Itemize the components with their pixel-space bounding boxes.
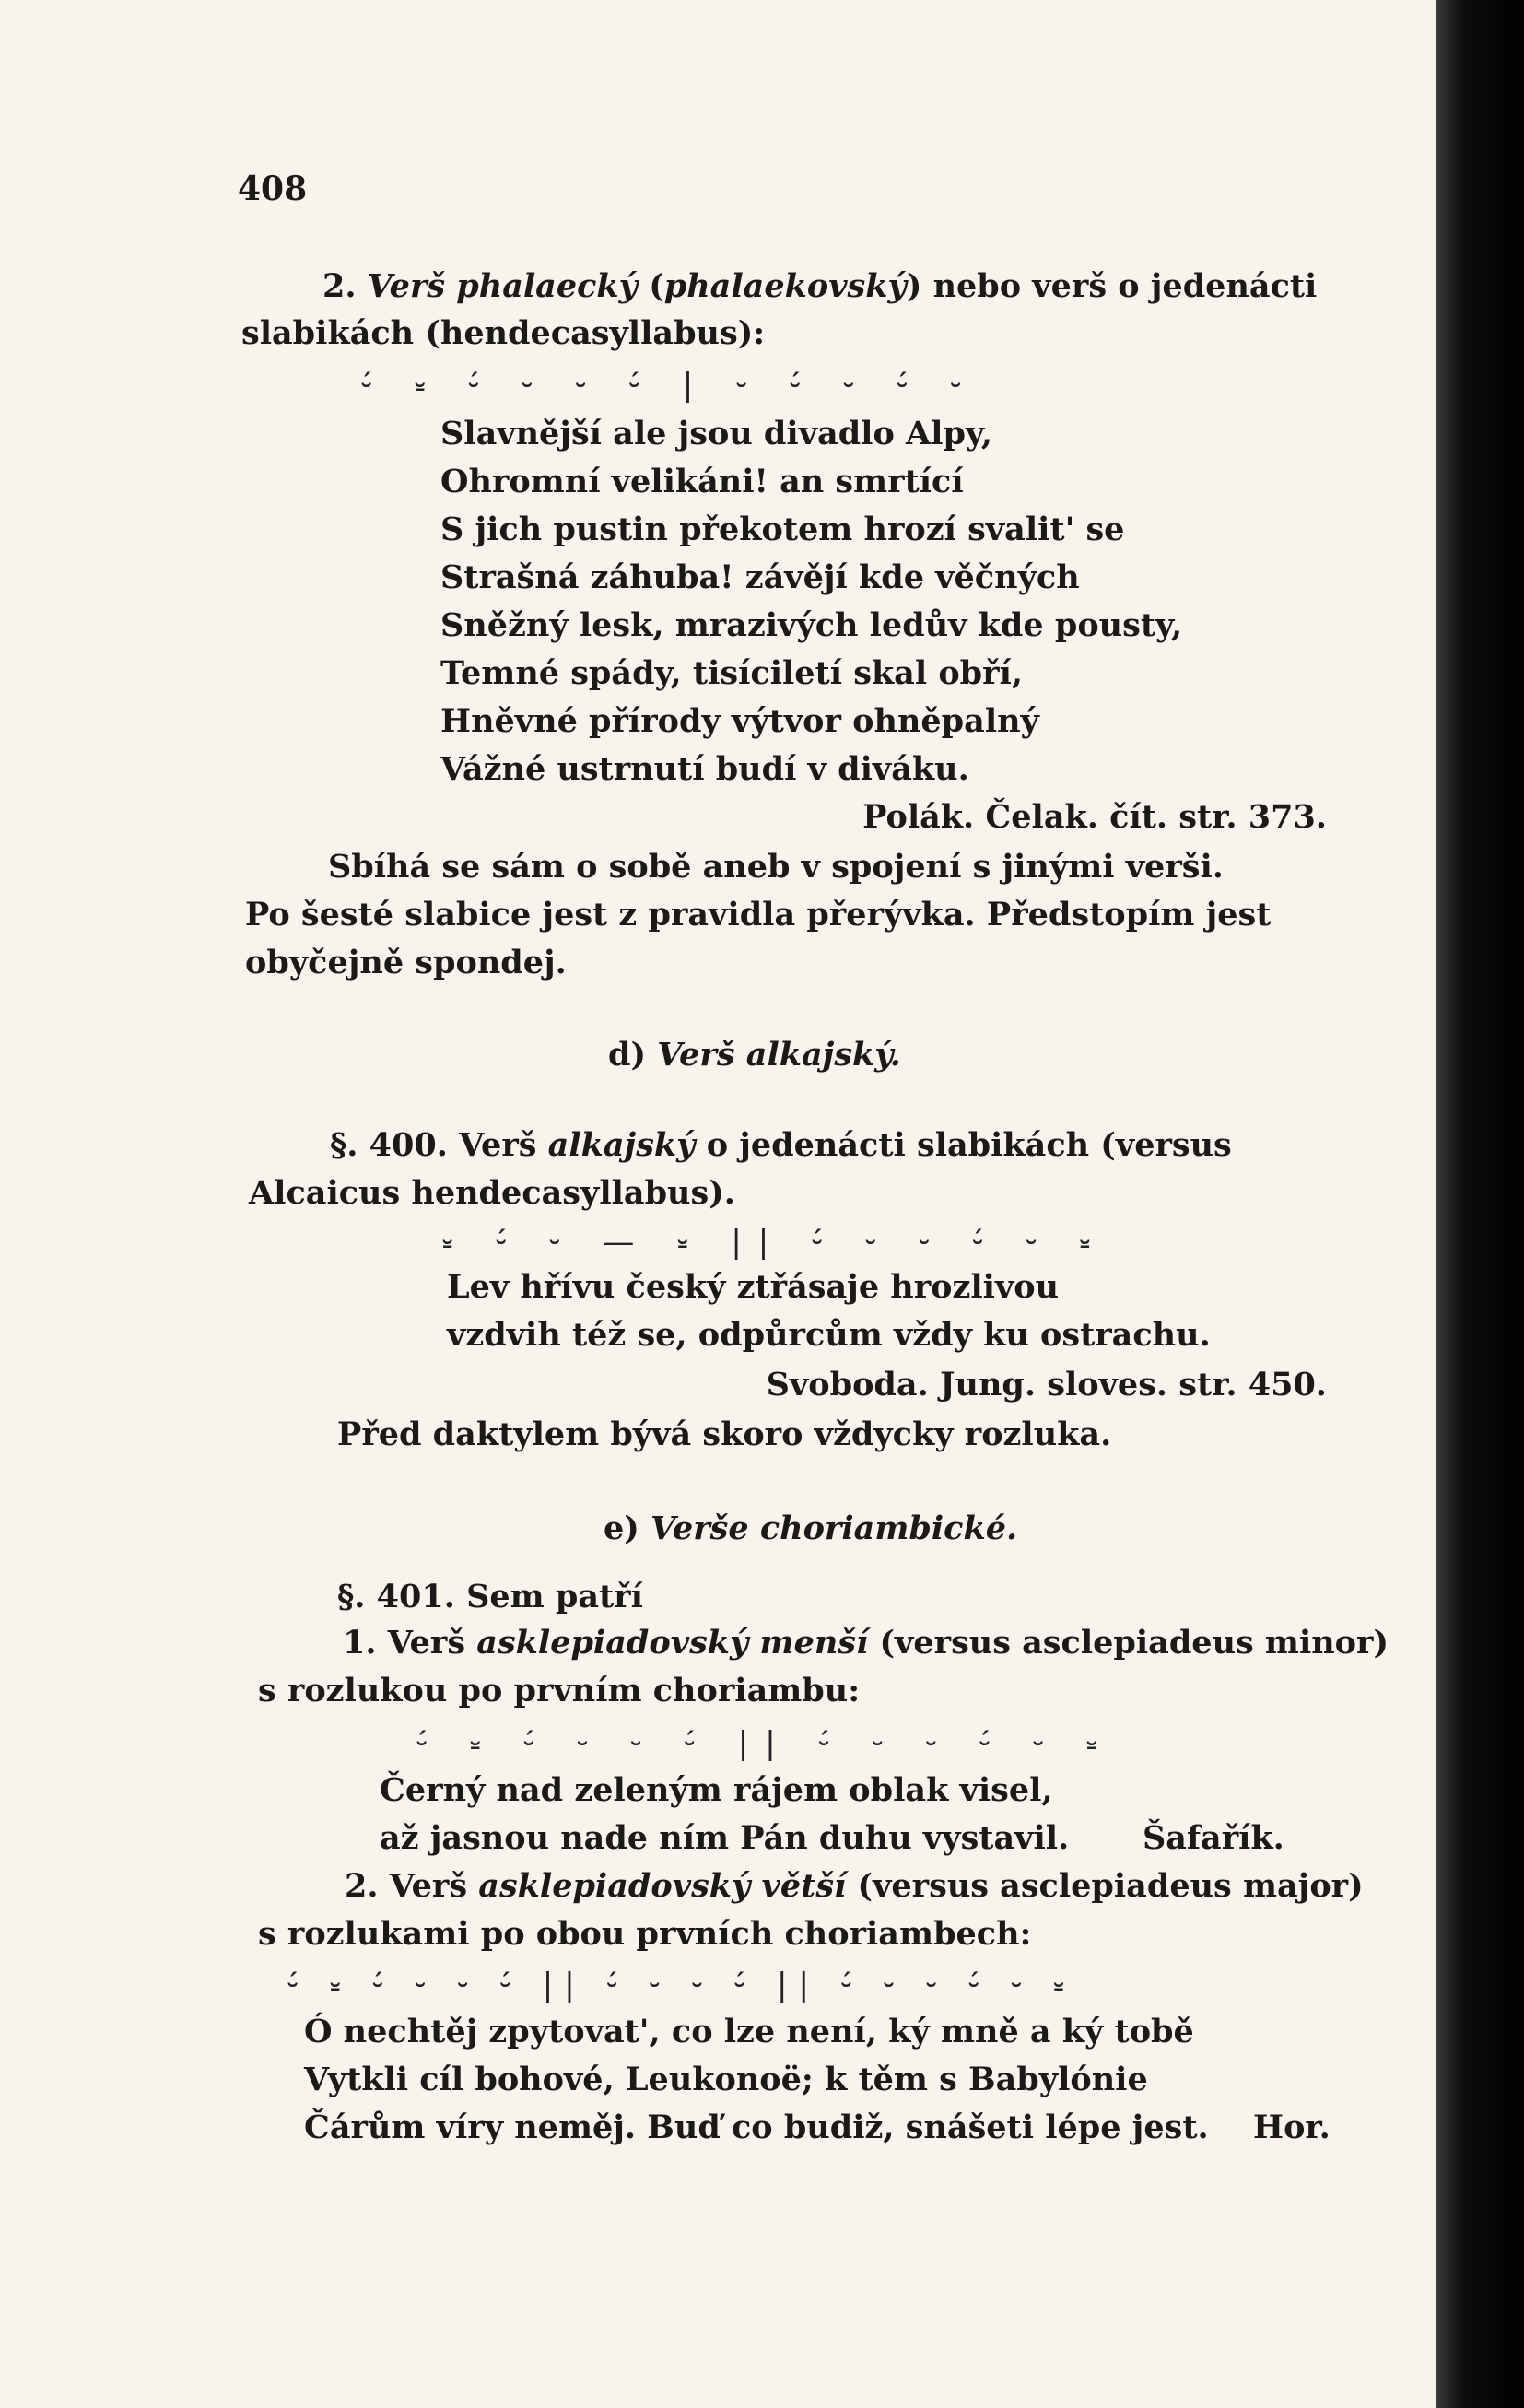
poem-line: Vážné ustrnutí budí v diváku. (440, 750, 969, 788)
poem-line: vzdvih též se, odpůrcům vždy ku ostrachu. (447, 1316, 1211, 1354)
term-alkajsky: alkajský (547, 1126, 696, 1164)
meter-scheme-asklepiadovsky-vetsi: ⏑́ ⏓ ⏑́ ⏑ ⏑ ⏑́ || ⏑́ ⏑ ⏑ ⏑́ || ⏑́ ⏑ ⏑ ⏑́ ⏑ ⏓ (287, 1967, 1075, 2003)
item-text: (versus asclepiadeus minor) (868, 1624, 1389, 1662)
item-number: 2. (322, 267, 368, 305)
meter-scheme-phalaecky: ⏑́ ⏓ ⏑́ ⏑ ⏑ ⏑́ | ⏑ ⏑́ ⏑ ⏑́ ⏑ (361, 367, 978, 404)
item-1-line1 (343, 1622, 1389, 1664)
poem-line: Černý nad zeleným rájem oblak visel, (380, 1771, 1053, 1809)
item-number: 1. Verš (343, 1624, 477, 1662)
paragraph-line: Po šesté slabice jest z pravidla přerývka. Předstopím jest (245, 896, 1272, 934)
poem-line: Slavnější ale jsou divadlo Alpy, (440, 415, 993, 452)
section-number: §. 400. Verš (330, 1126, 548, 1164)
heading-letter: d) (608, 1036, 658, 1074)
subsection-heading-d (608, 1034, 901, 1076)
poem-line: S jich pustin překotem hrozí svalit' se (440, 511, 1125, 548)
section-text: o jedenácti slabikách (versus (695, 1126, 1232, 1164)
section-400-line1 (330, 1124, 1232, 1167)
poem-line: Temné spády, tisíciletí skal obří, (440, 654, 1024, 692)
term-asklepiadovsky-mensi: asklepiadovský menší (476, 1624, 869, 1662)
item-text: (versus asclepiadeus major) (846, 1867, 1364, 1905)
author-name: Šafařík. (1143, 1819, 1284, 1857)
term-phalaecky: Verš phalaecký (367, 267, 639, 305)
paragraph-line: obyčejně spondej. (245, 944, 567, 981)
heading-letter: e) (604, 1509, 651, 1547)
heading-rest: ) nebo verš o jedenácti (906, 267, 1318, 305)
section-401-intro: §. 401. Sem patří (337, 1578, 643, 1615)
page-number: 408 (238, 170, 308, 208)
poem-line: až jasnou nade ním Pán duhu vystavil. (380, 1819, 1070, 1857)
poem-line: Hněvné přírody výtvor ohněpalný (440, 702, 1039, 740)
term-phalaekovsky: phalaekovský (663, 267, 907, 305)
poem-line: Strašná záhuba! závějí kde věčných (440, 558, 1080, 596)
poem-line: Vytkli cíl bohové, Leukonoë; k těm s Babylónie (304, 2061, 1148, 2098)
source-citation: Svoboda. Jung. sloves. str. 450. (766, 1366, 1327, 1404)
poem-line: Čárům víry neměj. Buď co budiž, snášeti lépe jest. (304, 2108, 1209, 2146)
phalaecky-heading-line2: slabikách (hendecasyllabus): (241, 314, 766, 352)
paragraph-line: Před daktylem bývá skoro vždycky rozluka. (337, 1415, 1112, 1453)
heading-title: Verš alkajský. (657, 1036, 901, 1074)
item-2-line1 (345, 1865, 1364, 1908)
meter-scheme-alkajsky: ⏓ ⏑́ ⏑ — ⏓ || ⏑́ ⏑ ⏑ ⏑́ ⏑ ⏓ (442, 1224, 1108, 1261)
heading-title: Verše choriambické. (651, 1509, 1018, 1547)
item-1-line2: s rozlukou po prvním choriambu: (258, 1672, 861, 1709)
term-asklepiadovsky-vetsi: asklepiadovský větší (478, 1867, 847, 1905)
subsection-heading-e (604, 1508, 1017, 1550)
poem-line: Ohromní velikáni! an smrtící (440, 463, 964, 500)
poem-line: Sněžný lesk, mrazivých ledův kde pousty, (440, 606, 1183, 644)
poem-line: Lev hřívu český ztřásaje hrozlivou (447, 1268, 1060, 1306)
scan-edge (1436, 0, 1524, 2408)
meter-scheme-asklepiadovsky-mensi: ⏑́ ⏓ ⏑́ ⏑ ⏑ ⏑́ || ⏑́ ⏑ ⏑ ⏑́ ⏑ ⏓ (416, 1725, 1114, 1762)
item-number: 2. Verš (345, 1867, 479, 1905)
paragraph-line: Sbíhá se sám o sobě aneb v spojení s jinými verši. (328, 848, 1224, 886)
paren-open: ( (638, 267, 664, 305)
source-citation: Polák. Čelak. čít. str. 373. (862, 798, 1327, 836)
section-400-line2: Alcaicus hendecasyllabus). (249, 1174, 735, 1212)
author-name: Hor. (1253, 2108, 1331, 2146)
poem-line: Ó nechtěj zpytovat', co lze není, ký mně a ký tobě (304, 2013, 1194, 2050)
phalaecky-heading-line (322, 265, 1317, 308)
item-2-line2: s rozlukami po obou prvních choriambech: (258, 1915, 1032, 1953)
